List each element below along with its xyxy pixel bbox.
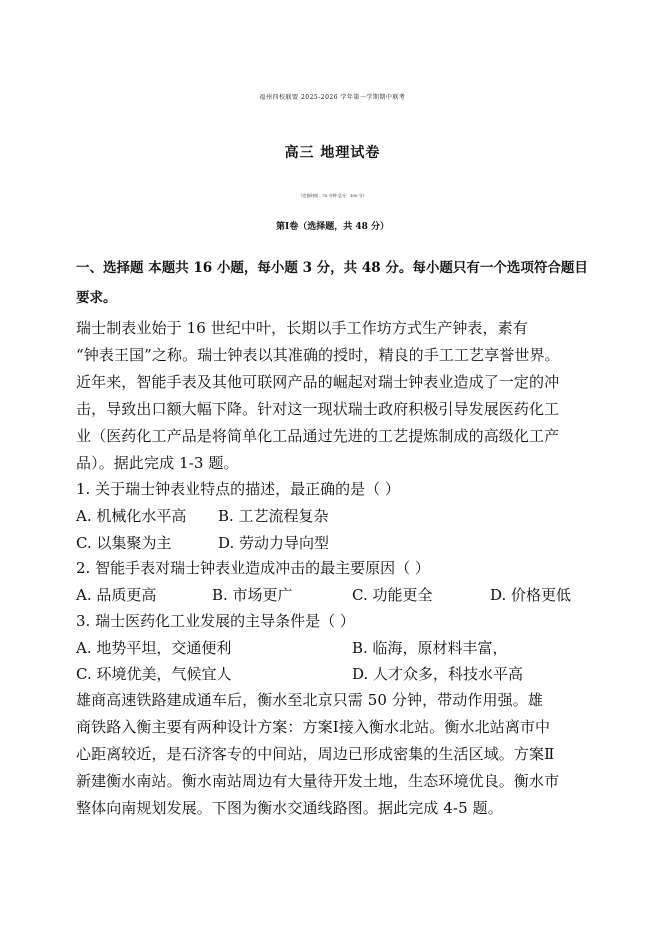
question-3-option-a: A. 地势平坦，交通便利	[76, 639, 232, 657]
passage1-line: 品）。据此完成 1-3 题。	[76, 454, 239, 472]
question-3-option-d: D. 人才众多，科技水平高	[352, 665, 524, 683]
question-2-option-b: B. 市场更广	[212, 586, 293, 604]
time-info: （完卷时间：75 分钟 总分：100 分）	[298, 193, 367, 198]
question-1-option-b: B. 工艺流程复杂	[218, 507, 329, 525]
exam-title: 高三 地理试卷	[284, 145, 381, 161]
question-2-option-d: D. 价格更低	[490, 586, 572, 604]
question-3-option-c: C. 环境优美，气候宜人	[76, 665, 232, 683]
passage1-line: 击，导致出口额大幅下降。针对这一现状瑞士政府积极引导发展医药化工	[76, 400, 560, 418]
passage2-line: 雄商高速铁路建成通车后，衡水至北京只需 50 分钟，带动作用强。雄	[76, 691, 543, 709]
section-instruction-line-2: 要求。	[76, 290, 117, 306]
passage1-line: “钟表王国”之称。瑞士钟表以其准确的授时，精良的手工工艺享誉世界。	[76, 346, 560, 364]
question-3-stem: 3. 瑞士医药化工业发展的主导条件是（ ）	[76, 612, 355, 630]
passage1-line: 瑞士制表业始于 16 世纪中叶，长期以手工作坊方式生产钟表，素有	[76, 319, 528, 337]
question-2-option-c: C. 功能更全	[352, 586, 433, 604]
school-line: 福州四校联盟 2025-2026 学年第一学期期中联考	[259, 94, 406, 101]
passage2-line: 新建衡水南站。衡水南站周边有大量待开发土地，生态环境优良。衡水市	[76, 772, 560, 790]
passage2-line: 整体向南规划发展。下图为衡水交通线路图。据此完成 4-5 题。	[76, 799, 503, 817]
question-1-option-c: C. 以集聚为主	[76, 534, 172, 552]
question-1-option-d: D. 劳动力导向型	[218, 534, 330, 552]
passage2-line: 心距离较近，是石济客专的中间站，周边已形成密集的生活区域。方案Ⅱ	[76, 745, 555, 763]
passage2-line: 商铁路入衡主要有两种设计方案：方案Ⅰ接入衡水北站。衡水北站离市中	[76, 718, 551, 736]
question-1-stem: 1. 关于瑞士钟表业特点的描述，最正确的是（ ）	[76, 480, 400, 498]
question-2-option-a: A. 品质更高	[76, 586, 157, 604]
section-instruction-line-1: 一、选择题 本题共 16 小题，每小题 3 分，共 48 分。每小题只有一个选项符合题目	[76, 260, 588, 276]
question-1-option-a: A. 机械化水平高	[76, 507, 187, 525]
question-2-stem: 2. 智能手表对瑞士钟表业造成冲击的最主要原因（ ）	[76, 559, 430, 577]
part-title: 第Ⅰ卷（选择题，共 48 分）	[275, 222, 389, 232]
question-3-option-b: B. 临海，原材料丰富，	[352, 639, 508, 657]
passage1-line: 近年来，智能手表及其他可联网产品的崛起对瑞士钟表业造成了一定的冲	[76, 373, 560, 391]
passage1-line: 业（医药化工产品是将简单化工品通过先进的工艺提炼制成的高级化工产	[76, 427, 560, 445]
